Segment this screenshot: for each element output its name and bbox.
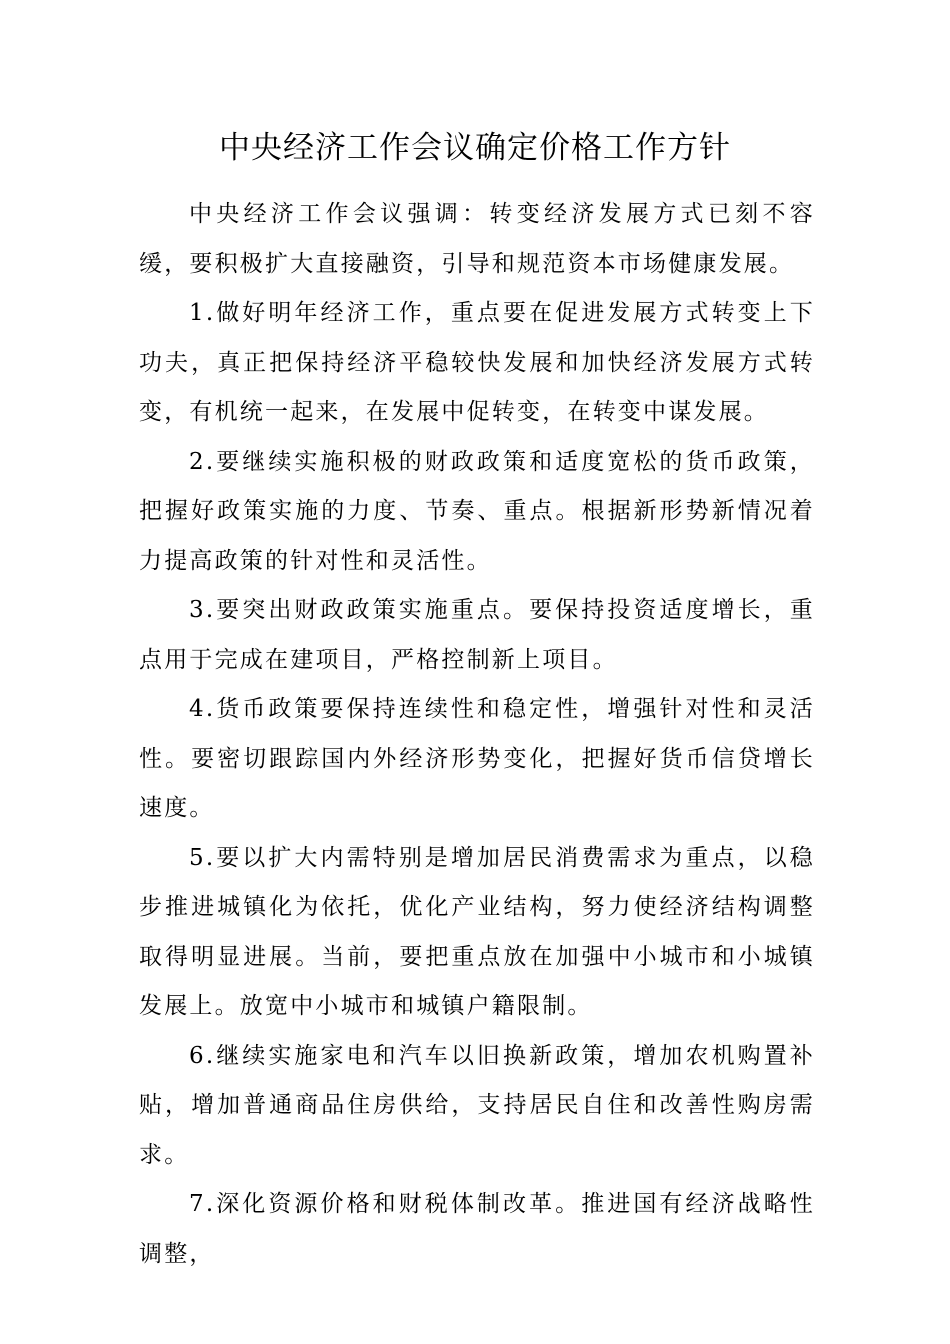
paragraph-item-2: 2.要继续实施积极的财政政策和适度宽松的货币政策，把握好政策实施的力度、节奏、重点。根据新形势新情况着力提高政策的针对性和灵活性。 [139,448,815,574]
document-body [139,190,815,1279]
paragraph-intro: 中央经济工作会议强调：转变经济发展方式已刻不容缓，要积极扩大直接融资，引导和规范资本市场健康发展。 [139,201,815,277]
paragraph-item-4: 4.货币政策要保持连续性和稳定性，增强针对性和灵活性。要密切跟踪国内外经济形势变化，把握好货币信贷增长速度。 [139,696,815,821]
paragraph-item-5: 5.要以扩大内需特别是增加居民消费需求为重点，以稳步推进城镇化为依托，优化产业结构，努力使经济结构调整取得明显进展。当前，要把重点放在加强中小城市和小城镇发展上。放宽中小城市和城镇户籍限制。 [139,844,815,1019]
paragraph-item-3: 3.要突出财政政策实施重点。要保持投资适度增长，重点用于完成在建项目，严格控制新上项目。 [139,597,815,673]
paragraph-item-7: 7.深化资源价格和财税体制改革。推进国有经济战略性调整， [139,1191,815,1267]
paragraph-item-6: 6.继续实施家电和汽车以旧换新政策，增加农机购置补贴，增加普通商品住房供给，支持居民自住和改善性购房需求。 [139,1042,815,1168]
paragraph-item-1: 1.做好明年经济工作，重点要在促进发展方式转变上下功夫，真正把保持经济平稳较快发展和加快经济发展方式转变，有机统一起来，在发展中促转变，在转变中谋发展。 [139,300,815,425]
document-title: 中央经济工作会议确定价格工作方针 [219,130,731,166]
